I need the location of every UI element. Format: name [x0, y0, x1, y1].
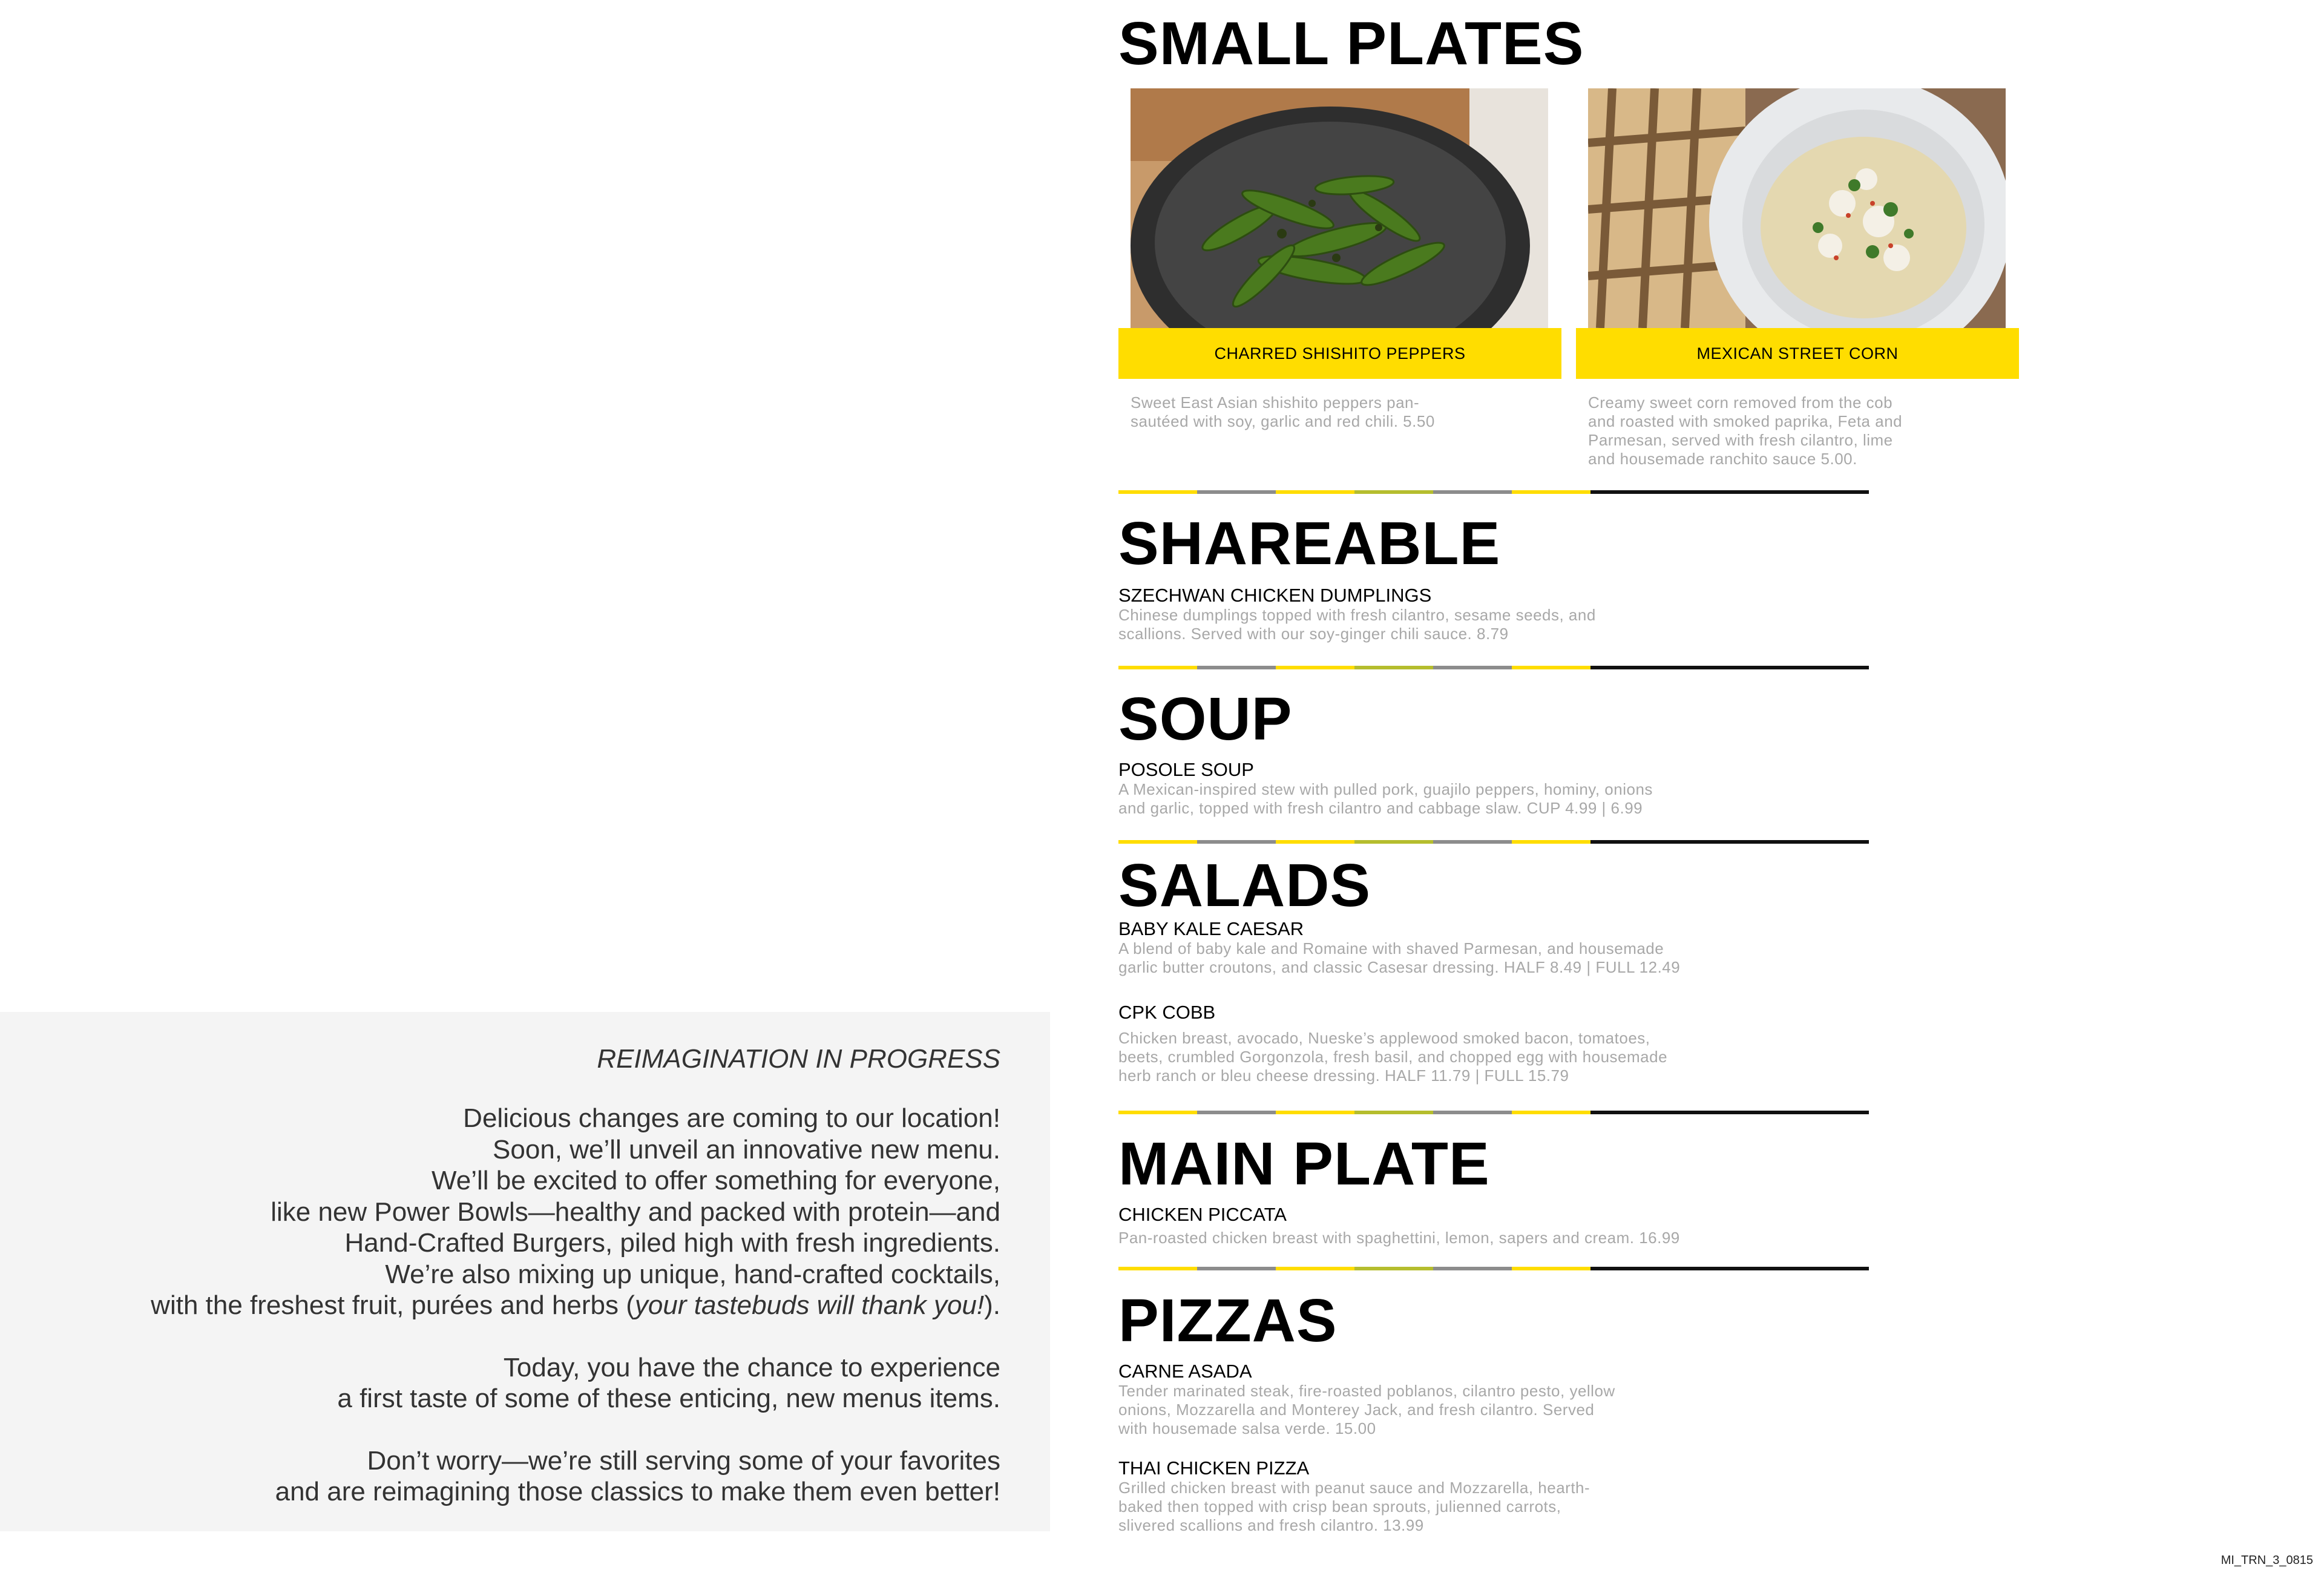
- section-title-main-plate: MAIN PLATE: [1118, 1130, 1490, 1198]
- promo-line: Don’t worry—we’re still serving some of your favorites: [367, 1445, 1000, 1476]
- shishito-peppers-illustration: [1131, 88, 1548, 328]
- desc-line: Chicken breast, avocado, Nueske’s applewood smoked bacon, tomatoes,: [1118, 1029, 1650, 1047]
- desc-line: A Mexican-inspired stew with pulled pork, guajilo peppers, hominy, onions: [1118, 780, 1653, 798]
- desc-line: A blend of baby kale and Romaine with shaved Parmesan, and housemade: [1118, 939, 1664, 957]
- desc-line: Pan-roasted chicken breast with spaghettini, lemon, sapers and cream. 16.99: [1118, 1229, 1680, 1247]
- shishito-peppers-photo: [1131, 88, 1548, 328]
- promo-line: We’ll be excited to offer something for everyone,: [432, 1166, 1000, 1195]
- desc-line: onions, Mozzarella and Monterey Jack, and fresh cilantro. Served: [1118, 1401, 1595, 1419]
- desc-line: garlic butter croutons, and classic Casesar dressing. HALF 8.49 | FULL 12.49: [1118, 958, 1681, 976]
- section-title-small-plates: SMALL PLATES: [1118, 10, 1584, 77]
- promo-paragraph-2: [36, 1352, 1000, 1414]
- menu-item-dumplings: [1118, 585, 1905, 643]
- desc-line: slivered scallions and fresh cilantro. 13.99: [1118, 1516, 1424, 1534]
- item-name: THAI CHICKEN PIZZA: [1118, 1457, 1310, 1479]
- promo-line: Soon, we’ll unveil an innovative new menu.: [493, 1134, 1000, 1164]
- street-corn-illustration: [1588, 88, 2006, 328]
- promo-line: Today, you have the chance to experience: [503, 1352, 1000, 1382]
- card-label-shishito: CHARRED SHISHITO PEPPERS: [1118, 328, 1561, 379]
- section-title-pizzas: PIZZAS: [1118, 1287, 1338, 1355]
- desc-line: Chinese dumplings topped with fresh cilantro, sesame seeds, and: [1118, 606, 1596, 624]
- promo-paragraph-1: [36, 1103, 1000, 1321]
- section-divider: [1118, 666, 1869, 669]
- desc-line: and housemade ranchito sauce 5.00.: [1588, 450, 1857, 468]
- section-divider: [1118, 1111, 1869, 1114]
- desc-line: sautéed with soy, garlic and red chili. 5.50: [1131, 412, 1435, 430]
- desc-line: baked then topped with crisp bean sprouts, julienned carrots,: [1118, 1497, 1561, 1516]
- item-name: POSOLE SOUP: [1118, 759, 1254, 780]
- item-name: BABY KALE CAESAR: [1118, 918, 1304, 939]
- promo-line: like new Power Bowls—healthy and packed with protein—and: [271, 1197, 1000, 1227]
- section-title-shareable: SHAREABLE: [1118, 510, 1501, 577]
- promo-line: [36, 1290, 1000, 1321]
- promo-panel: [0, 1012, 1050, 1531]
- desc-line: Tender marinated steak, fire-roasted poblanos, cilantro pesto, yellow: [1118, 1382, 1615, 1400]
- desc-line: Parmesan, served with fresh cilantro, lime: [1588, 431, 1893, 449]
- promo-title: REIMAGINATION IN PROGRESS: [597, 1044, 1000, 1074]
- item-name: CHICKEN PICCATA: [1118, 1204, 1287, 1225]
- promo-line: We’re also mixing up unique, hand-crafted cocktails,: [385, 1259, 1000, 1289]
- desc-line: beets, crumbled Gorgonzola, fresh basil, and chopped egg with housemade: [1118, 1048, 1668, 1066]
- promo-text: ).: [984, 1290, 1000, 1320]
- desc-line: Creamy sweet corn removed from the cob: [1588, 393, 1893, 412]
- menu-item-thai-chicken-pizza: [1118, 1458, 1905, 1535]
- card-label-street-corn: MEXICAN STREET CORN: [1576, 328, 2019, 379]
- promo-text: with the freshest fruit, purées and herbs (: [151, 1290, 635, 1320]
- desc-line: and roasted with smoked paprika, Feta and: [1588, 412, 1903, 430]
- desc-line: and garlic, topped with fresh cilantro and cabbage slaw. CUP 4.99 | 6.99: [1118, 799, 1643, 817]
- promo-italic-text: your tastebuds will thank you!: [634, 1290, 985, 1320]
- section-divider: [1118, 1267, 1869, 1270]
- promo-line: Hand-Crafted Burgers, piled high with fresh ingredients.: [344, 1228, 1000, 1258]
- desc-line: scallions. Served with our soy-ginger chili sauce. 8.79: [1118, 625, 1509, 643]
- promo-line: Delicious changes are coming to our location!: [463, 1103, 1000, 1133]
- desc-line: Sweet East Asian shishito peppers pan-: [1131, 393, 1420, 412]
- item-name: CARNE ASADA: [1118, 1361, 1252, 1382]
- menu-item-kale-caesar: [1118, 919, 1905, 977]
- item-desc-shishito: [1131, 393, 1494, 431]
- promo-paragraph-3: [36, 1445, 1000, 1508]
- desc-line: Grilled chicken breast with peanut sauce and Mozzarella, hearth-: [1118, 1479, 1590, 1497]
- menu-item-chicken-piccata: [1118, 1204, 1905, 1247]
- desc-line: herb ranch or bleu cheese dressing. HALF 11.79 | FULL 15.79: [1118, 1066, 1569, 1085]
- promo-line: and are reimagining those classics to make them even better!: [275, 1477, 1000, 1506]
- street-corn-photo: [1588, 88, 2006, 328]
- section-title-soup: SOUP: [1118, 685, 1293, 753]
- menu-item-cpk-cobb: [1118, 1002, 1905, 1085]
- section-title-salads: SALADS: [1118, 852, 1371, 919]
- item-name: CPK COBB: [1118, 1002, 1216, 1023]
- menu-item-carne-asada: [1118, 1361, 1905, 1438]
- document-code: MI_TRN_3_0815: [2221, 1554, 2313, 1567]
- desc-line: with housemade salsa verde. 15.00: [1118, 1419, 1376, 1437]
- promo-line: a first taste of some of these enticing, new menus items.: [337, 1384, 1000, 1413]
- item-name: SZECHWAN CHICKEN DUMPLINGS: [1118, 585, 1432, 606]
- section-divider: [1118, 840, 1869, 844]
- section-divider: [1118, 490, 1869, 494]
- menu-item-posole: [1118, 760, 1905, 818]
- item-desc-street-corn: [1588, 393, 1951, 468]
